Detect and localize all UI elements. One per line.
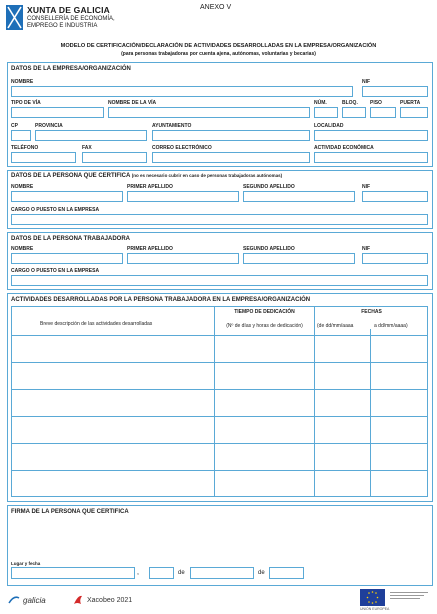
actividades-title: ACTIVIDADES DESARROLLADAS POR LA PERSONA TRABAJADORA EN LA EMPRESA/ORGANIZACIÓN (11, 297, 311, 303)
localidad-field[interactable] (314, 130, 428, 141)
col-header-descripcion: Breve descripción de las actividades desarrolladas (40, 321, 153, 327)
empresa-nombre-field[interactable] (11, 86, 353, 97)
ayuntamiento-field[interactable] (152, 130, 310, 141)
certifica-nombre-label: NOMBRE (11, 184, 34, 190)
xacobeo-star-icon (72, 594, 84, 606)
table-row[interactable] (13, 471, 213, 495)
anio-field[interactable] (269, 567, 304, 579)
annex-label: ANEXO V (200, 4, 232, 11)
cp-field[interactable] (11, 130, 31, 141)
xacobeo-logo-text: Xacobeo 2021 (87, 596, 133, 604)
certifica-note: (no es necesario cubrir en caso de personas trabajadoras autónomas) (131, 173, 283, 178)
actividad-label: ACTIVIDAD ECONÓMICA (314, 145, 374, 151)
trabajadora-nombre-field[interactable] (11, 253, 123, 264)
bloq-label: BLOQ. (342, 100, 358, 106)
certifica-cargo-field[interactable] (11, 214, 428, 225)
tipo-via-field[interactable] (11, 107, 104, 118)
certifica-apellido1-label: PRIMER APELLIDO (127, 184, 173, 190)
empresa-nombre-label: NOMBRE (11, 79, 34, 85)
table-row[interactable] (13, 390, 213, 415)
de-2: de (258, 570, 265, 576)
trabajadora-cargo-field[interactable] (11, 275, 428, 286)
table-row[interactable] (13, 336, 213, 361)
mes-field[interactable] (190, 567, 254, 579)
empresa-title: DATOS DE LA EMPRESA/ORGANIZACIÓN (11, 66, 131, 72)
certifica-apellido2-label: SEGUNDO APELLIDO (243, 184, 295, 190)
certifica-cargo-label: CARGO O PUESTO EN LA EMPRESA (11, 207, 100, 213)
provincia-field[interactable] (35, 130, 147, 141)
telefono-label: TELÉFONO (11, 145, 39, 151)
col-header-tiempo-sub: (Nº de días y horas de dedicación) (226, 323, 303, 329)
provincia-label: PROVINCIA (35, 123, 63, 129)
dept-line-2: EMPREGO E INDUSTRIA (27, 23, 98, 29)
piso-field[interactable] (370, 107, 396, 118)
trabajadora-nif-field[interactable] (362, 253, 428, 264)
certifica-title (11, 173, 282, 179)
xunta-logo (6, 5, 23, 30)
piso-label: PISO (370, 100, 382, 106)
lugar-fecha-label: Lugar y fecha (11, 561, 41, 566)
doc-title: MODELO DE CERTIFICACIÓN/DECLARACIÓN DE ACTIVIDADES DESARROLLADAS EN LA EMPRESA/ORGANIZACIÓN (60, 43, 377, 49)
org-name: XUNTA DE GALICIA (27, 5, 111, 15)
telefono-field[interactable] (11, 152, 76, 163)
trabajadora-title: DATOS DE LA PERSONA TRABAJADORA (11, 236, 131, 242)
galicia-swoosh-icon (8, 595, 20, 605)
col-header-fechas: FECHAS (361, 309, 382, 315)
galicia-logo-text: galicia (23, 595, 46, 605)
dept-line-1: CONSELLERÍA DE ECONOMÍA, (27, 16, 115, 22)
fax-label: FAX (82, 145, 92, 151)
table-row[interactable] (13, 363, 213, 388)
trabajadora-cargo-label: CARGO O PUESTO EN LA EMPRESA (11, 268, 100, 274)
table-row[interactable] (13, 444, 213, 469)
nombre-via-label: NOMBRE DE LA VÍA (108, 100, 157, 106)
ayuntamiento-label: AYUNTAMIENTO (152, 123, 192, 129)
certifica-apellido1-field[interactable] (127, 191, 239, 202)
empresa-nif-label: NIF (362, 79, 371, 85)
nombre-via-field[interactable] (108, 107, 310, 118)
col-header-tiempo: TIEMPO DE DEDICACIÓN (234, 309, 295, 315)
puerta-label: PUERTA (400, 100, 421, 106)
certifica-title-text: DATOS DE LA PERSONA QUE CERTIFICA (11, 173, 131, 179)
certifica-nombre-field[interactable] (11, 191, 123, 202)
galicia-logo (8, 592, 46, 608)
doc-subtitle: (para personas trabajadoras por cuenta ajena, autónomas, voluntarias y becarias) (121, 51, 316, 57)
eu-text: UNIÓN EUROPEA (360, 607, 390, 611)
firma-title: FIRMA DE LA PERSONA QUE CERTIFICA (11, 509, 129, 515)
correo-field[interactable] (152, 152, 310, 163)
trabajadora-apellido2-field[interactable] (243, 253, 355, 264)
tipo-via-label: TIPO DE VÍA (11, 100, 41, 106)
eu-flag-icon (360, 589, 385, 606)
num-label: NÚM. (314, 100, 327, 106)
trabajadora-nombre-label: NOMBRE (11, 246, 34, 252)
signature-area[interactable] (11, 518, 428, 558)
xacobeo-logo (72, 592, 132, 608)
fax-field[interactable] (82, 152, 147, 163)
empresa-nif-field[interactable] (362, 86, 428, 97)
num-field[interactable] (314, 107, 338, 118)
certifica-nif-field[interactable] (362, 191, 428, 202)
cp-label: CP (11, 123, 18, 129)
de-1: de (178, 570, 185, 576)
trabajadora-apellido2-label: SEGUNDO APELLIDO (243, 246, 295, 252)
localidad-label: LOCALIDAD (314, 123, 344, 129)
col-header-fecha-hasta: a dd/mm/aaaa) (374, 323, 408, 329)
table-row[interactable] (13, 417, 213, 442)
correo-label: CORREO ELECTRÓNICO (152, 145, 212, 151)
actividad-field[interactable] (314, 152, 428, 163)
actividades-table (11, 306, 428, 497)
lugar-comma: , (137, 569, 139, 576)
trabajadora-apellido1-label: PRIMER APELLIDO (127, 246, 173, 252)
certifica-apellido2-field[interactable] (243, 191, 355, 202)
bloq-field[interactable] (342, 107, 366, 118)
certifica-nif-label: NIF (362, 184, 371, 190)
lugar-field[interactable] (11, 567, 135, 579)
puerta-field[interactable] (400, 107, 428, 118)
eu-fund-text-lines (390, 590, 430, 602)
trabajadora-nif-label: NIF (362, 246, 371, 252)
trabajadora-apellido1-field[interactable] (127, 253, 239, 264)
col-header-fecha-desde: (de dd/mm/aaaa (317, 323, 354, 329)
dia-field[interactable] (149, 567, 174, 579)
